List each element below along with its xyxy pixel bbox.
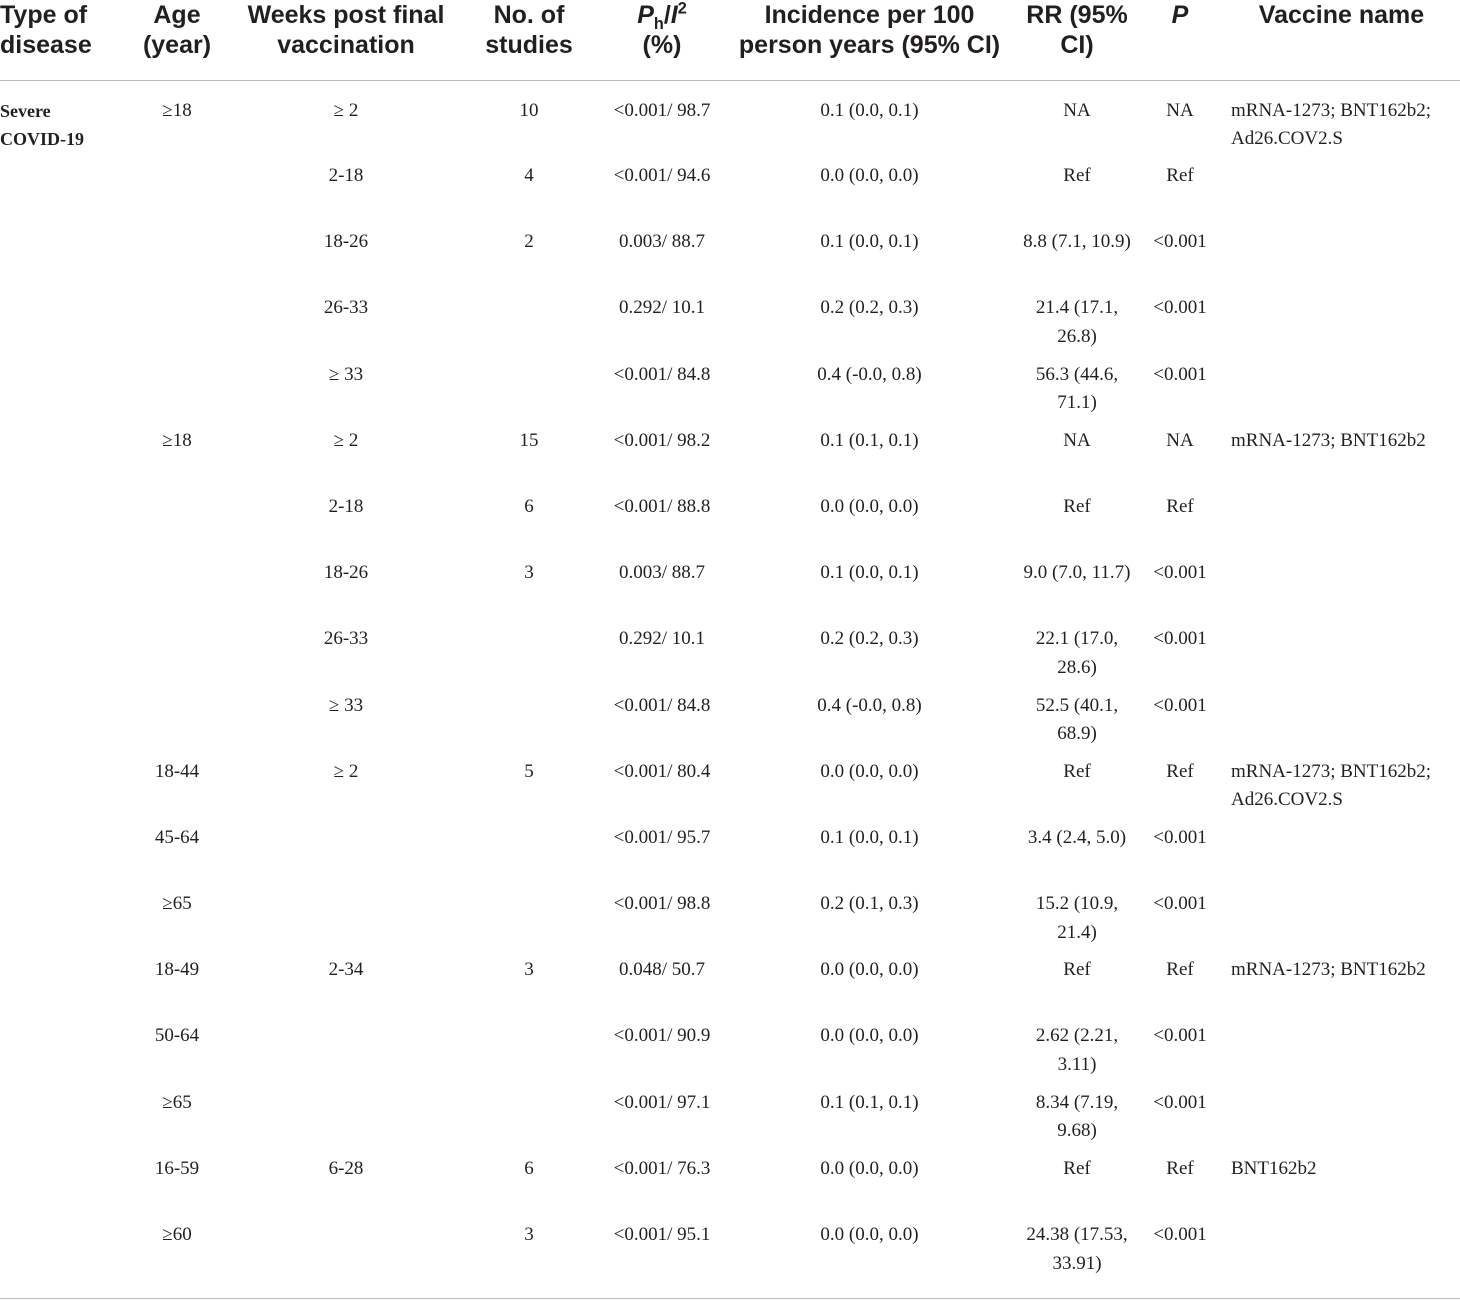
cell-vaccine: mRNA-1273; BNT162b2: [1231, 429, 1426, 451]
cell-vaccine: [1223, 1022, 1460, 1088]
cell-heterogeneity: <0.001/ 95.7: [613, 826, 711, 848]
cell-vaccine: [1223, 294, 1460, 360]
cell-p: NA: [1166, 429, 1194, 451]
cell-heterogeneity: 0.003/ 88.7: [618, 231, 706, 253]
table-row: [0, 956, 1460, 1022]
cell-rr: 22.1 (17.0, 28.6): [1035, 628, 1119, 678]
cell-rr: 9.0 (7.0, 11.7): [1023, 562, 1131, 584]
cell-heterogeneity: <0.001/ 84.8: [613, 363, 711, 385]
cell-rr: 8.34 (7.19, 9.68): [1035, 1091, 1119, 1142]
cell-vaccine: mRNA-1273; BNT162b2; Ad26.COV2.S: [1231, 99, 1432, 149]
cell-vaccine: [1223, 228, 1460, 294]
cell-incidence: 0.0 (0.0, 0.0): [820, 1157, 919, 1179]
cell-age: [118, 559, 236, 625]
cell-type: [0, 956, 118, 1022]
cell-weeks: ≥ 2: [333, 99, 359, 121]
cell-vaccine: [1223, 824, 1460, 890]
cell-heterogeneity: 0.048/ 50.7: [618, 959, 706, 981]
cell-p: <0.001: [1153, 297, 1207, 319]
cell-p: NA: [1166, 99, 1194, 121]
cell-rr: 56.3 (44.6, 71.1): [1035, 363, 1119, 414]
cell-rr: Ref: [1063, 165, 1091, 186]
header-ph-i: I: [670, 1, 678, 29]
table-row: [0, 1089, 1460, 1155]
cell-type: [0, 493, 118, 559]
header-weeks: Weeks post final vaccination: [236, 0, 456, 80]
cell-incidence: 0.1 (0.0, 0.1): [820, 826, 919, 848]
header-vaccine: Vaccine name: [1223, 0, 1460, 80]
cell-studies: 3: [524, 562, 534, 584]
cell-weeks: 2-34: [328, 959, 364, 981]
cell-heterogeneity: <0.001/ 88.8: [613, 495, 711, 517]
table-row: [0, 80, 1460, 162]
cell-weeks: ≥ 33: [328, 694, 364, 716]
cell-rr: 52.5 (40.1, 68.9): [1035, 694, 1119, 744]
header-studies: No. of studies: [456, 0, 602, 80]
cell-vaccine: BNT162b2: [1231, 1157, 1317, 1179]
cell-studies: 5: [524, 760, 534, 782]
cell-type: [0, 824, 118, 890]
header-p: [1137, 0, 1223, 80]
cell-heterogeneity: 0.292/ 10.1: [618, 628, 706, 650]
cell-rr: 21.4 (17.1, 26.8): [1035, 297, 1119, 347]
cell-age: 16-59: [154, 1157, 200, 1179]
table-row: [0, 361, 1460, 427]
cell-age: [118, 228, 236, 294]
cell-studies: 6: [524, 495, 534, 517]
cell-heterogeneity: <0.001/ 98.8: [613, 893, 711, 915]
cell-rr: 3.4 (2.4, 5.0): [1027, 826, 1127, 848]
cell-incidence: 0.0 (0.0, 0.0): [820, 760, 919, 782]
table-row: [0, 559, 1460, 625]
cell-rr: 24.38 (17.53, 33.91): [1026, 1224, 1128, 1274]
cell-vaccine: [1223, 1089, 1460, 1155]
cell-weeks: 26-33: [323, 628, 369, 650]
cell-studies: [456, 361, 602, 427]
table-row: [0, 427, 1460, 493]
table-row: [0, 758, 1460, 824]
cell-heterogeneity: <0.001/ 94.6: [613, 165, 711, 186]
cell-p: <0.001: [1153, 562, 1207, 584]
cell-age: 45-64: [154, 826, 200, 848]
header-incidence: Incidence per 100 person years (95% CI): [722, 0, 1017, 80]
cell-incidence: 0.4 (-0.0, 0.8): [817, 694, 922, 716]
cell-weeks: ≥ 2: [333, 429, 359, 451]
cell-weeks: 18-26: [323, 562, 369, 584]
cell-type: Severe COVID-19: [0, 100, 84, 149]
cell-age: [118, 692, 236, 758]
table-body: [0, 80, 1460, 1287]
cell-type: [0, 162, 118, 228]
cell-type: [0, 228, 118, 294]
header-heterogeneity: [602, 0, 722, 80]
cell-p: Ref: [1166, 495, 1194, 517]
cell-p: <0.001: [1153, 826, 1207, 848]
cell-weeks: 18-26: [323, 231, 369, 253]
cell-studies: [456, 824, 602, 890]
cell-rr: NA: [1063, 429, 1091, 451]
cell-vaccine: [1223, 890, 1460, 956]
table-row: [0, 493, 1460, 559]
cell-weeks: [236, 890, 456, 956]
cell-age: 50-64: [154, 1025, 200, 1047]
cell-age: ≥65: [162, 893, 192, 915]
cell-studies: [456, 294, 602, 360]
cell-type: [0, 625, 118, 691]
cell-p: <0.001: [1153, 1091, 1207, 1113]
cell-heterogeneity: <0.001/ 95.1: [613, 1224, 711, 1245]
cell-rr: 8.8 (7.1, 10.9): [1023, 231, 1131, 253]
cell-type: [0, 427, 118, 493]
cell-weeks: [236, 1089, 456, 1155]
cell-studies: 10: [519, 99, 539, 121]
header-row: [0, 0, 1460, 80]
cell-type: [0, 1221, 118, 1287]
cell-incidence: 0.1 (0.0, 0.1): [820, 99, 919, 121]
header-ph-p: P: [637, 1, 654, 29]
cell-incidence: 0.0 (0.0, 0.0): [820, 959, 919, 981]
cell-rr: Ref: [1063, 495, 1091, 517]
table-row: [0, 824, 1460, 890]
cell-heterogeneity: <0.001/ 80.4: [613, 760, 711, 782]
cell-weeks: 26-33: [323, 297, 369, 319]
cell-incidence: 0.0 (0.0, 0.0): [820, 165, 919, 186]
cell-weeks: 2-18: [328, 165, 364, 186]
cell-studies: [456, 625, 602, 691]
cell-type: [0, 1155, 118, 1221]
cell-p: <0.001: [1153, 231, 1207, 253]
cell-age: 18-44: [154, 760, 200, 782]
cell-type: [0, 758, 118, 824]
table-row: [0, 294, 1460, 360]
cell-studies: 2: [524, 231, 534, 253]
cell-p: Ref: [1166, 959, 1194, 981]
cell-incidence: 0.1 (0.0, 0.1): [820, 231, 919, 253]
cell-studies: 3: [524, 959, 534, 981]
cell-studies: [456, 890, 602, 956]
cell-rr: Ref: [1063, 1157, 1091, 1179]
cell-weeks: 6-28: [328, 1157, 364, 1179]
table-row: [0, 1022, 1460, 1088]
header-age: Age (year): [118, 0, 236, 80]
table-row: [0, 162, 1460, 228]
cell-incidence: 0.1 (0.1, 0.1): [820, 429, 919, 451]
cell-heterogeneity: <0.001/ 84.8: [613, 694, 711, 716]
cell-incidence: 0.0 (0.0, 0.0): [820, 1224, 919, 1245]
cell-type: [0, 1089, 118, 1155]
cell-type: [0, 559, 118, 625]
cell-studies: 15: [519, 429, 539, 451]
cell-heterogeneity: <0.001/ 98.2: [613, 429, 711, 451]
header-rr: RR (95% CI): [1017, 0, 1137, 80]
cell-incidence: 0.0 (0.0, 0.0): [820, 495, 919, 517]
cell-incidence: 0.2 (0.1, 0.3): [820, 893, 919, 915]
cell-rr: NA: [1063, 99, 1091, 121]
cell-vaccine: mRNA-1273; BNT162b2: [1231, 959, 1426, 981]
cell-studies: 6: [524, 1157, 534, 1179]
cell-rr: Ref: [1063, 959, 1091, 981]
cell-age: ≥18: [162, 99, 192, 121]
cell-weeks: 2-18: [328, 495, 364, 517]
cell-studies: 3: [524, 1224, 534, 1245]
header-type: Type of disease: [0, 0, 118, 80]
cell-age: [118, 625, 236, 691]
cell-incidence: 0.0 (0.0, 0.0): [820, 1025, 919, 1047]
cell-p: Ref: [1166, 760, 1194, 782]
cell-type: [0, 692, 118, 758]
table-row: [0, 890, 1460, 956]
cell-weeks: [236, 824, 456, 890]
table-bottom-rule: [0, 1298, 1460, 1299]
cell-age: [118, 361, 236, 427]
cell-p: <0.001: [1153, 893, 1207, 915]
cell-age: 18-49: [154, 959, 200, 981]
cell-studies: 4: [524, 165, 534, 186]
cell-incidence: 0.2 (0.2, 0.3): [820, 628, 919, 650]
cell-weeks: [236, 1022, 456, 1088]
cell-p: <0.001: [1153, 694, 1207, 716]
cell-vaccine: mRNA-1273; BNT162b2; Ad26.COV2.S: [1231, 760, 1432, 811]
cell-p: <0.001: [1153, 1224, 1207, 1245]
cell-heterogeneity: <0.001/ 90.9: [613, 1025, 711, 1047]
cell-heterogeneity: <0.001/ 76.3: [613, 1157, 711, 1179]
header-ph-sub: h: [653, 15, 664, 33]
cell-vaccine: [1223, 162, 1460, 228]
cell-vaccine: [1223, 493, 1460, 559]
cell-p: <0.001: [1153, 1025, 1207, 1047]
cell-p: <0.001: [1153, 363, 1207, 385]
cell-heterogeneity: <0.001/ 97.1: [613, 1091, 711, 1113]
cell-p: <0.001: [1153, 628, 1207, 650]
cell-rr: 15.2 (10.9, 21.4): [1035, 893, 1119, 943]
table-row: [0, 692, 1460, 758]
header-ph-pct: (%): [642, 31, 682, 59]
cell-age: ≥65: [162, 1091, 192, 1113]
cell-type: [0, 361, 118, 427]
cell-type: [0, 1022, 118, 1088]
cell-heterogeneity: 0.003/ 88.7: [618, 562, 706, 584]
cell-vaccine: [1223, 625, 1460, 691]
table-row: [0, 228, 1460, 294]
cell-weeks: ≥ 33: [328, 363, 364, 385]
cell-heterogeneity: 0.292/ 10.1: [618, 297, 706, 319]
cell-vaccine: [1223, 692, 1460, 758]
table-row: [0, 625, 1460, 691]
cell-vaccine: [1223, 1221, 1460, 1287]
cell-vaccine: [1223, 361, 1460, 427]
cell-heterogeneity: <0.001/ 98.7: [613, 99, 711, 121]
cell-weeks: [236, 1221, 456, 1287]
header-ph-slash: /: [663, 1, 671, 29]
cell-rr: 2.62 (2.21, 3.11): [1035, 1025, 1119, 1075]
header-p-label: P: [1171, 1, 1189, 29]
cell-age: [118, 162, 236, 228]
cell-studies: [456, 1022, 602, 1088]
cell-vaccine: [1223, 559, 1460, 625]
cell-age: ≥18: [162, 429, 192, 451]
cell-age: [118, 493, 236, 559]
cell-studies: [456, 1089, 602, 1155]
cell-p: Ref: [1166, 1157, 1194, 1179]
cell-p: Ref: [1166, 165, 1194, 186]
cell-incidence: 0.1 (0.1, 0.1): [820, 1091, 919, 1113]
cell-rr: Ref: [1063, 760, 1091, 782]
cell-type: [0, 294, 118, 360]
cell-age: [118, 294, 236, 360]
cell-age: ≥60: [162, 1224, 192, 1245]
cell-studies: [456, 692, 602, 758]
table-row: [0, 1155, 1460, 1221]
cell-incidence: 0.4 (-0.0, 0.8): [817, 363, 922, 385]
table-row: [0, 1221, 1460, 1287]
cell-incidence: 0.1 (0.0, 0.1): [820, 562, 919, 584]
cell-weeks: ≥ 2: [333, 760, 359, 782]
cell-type: [0, 890, 118, 956]
header-ph-sup: 2: [677, 0, 687, 18]
cell-incidence: 0.2 (0.2, 0.3): [820, 297, 919, 319]
